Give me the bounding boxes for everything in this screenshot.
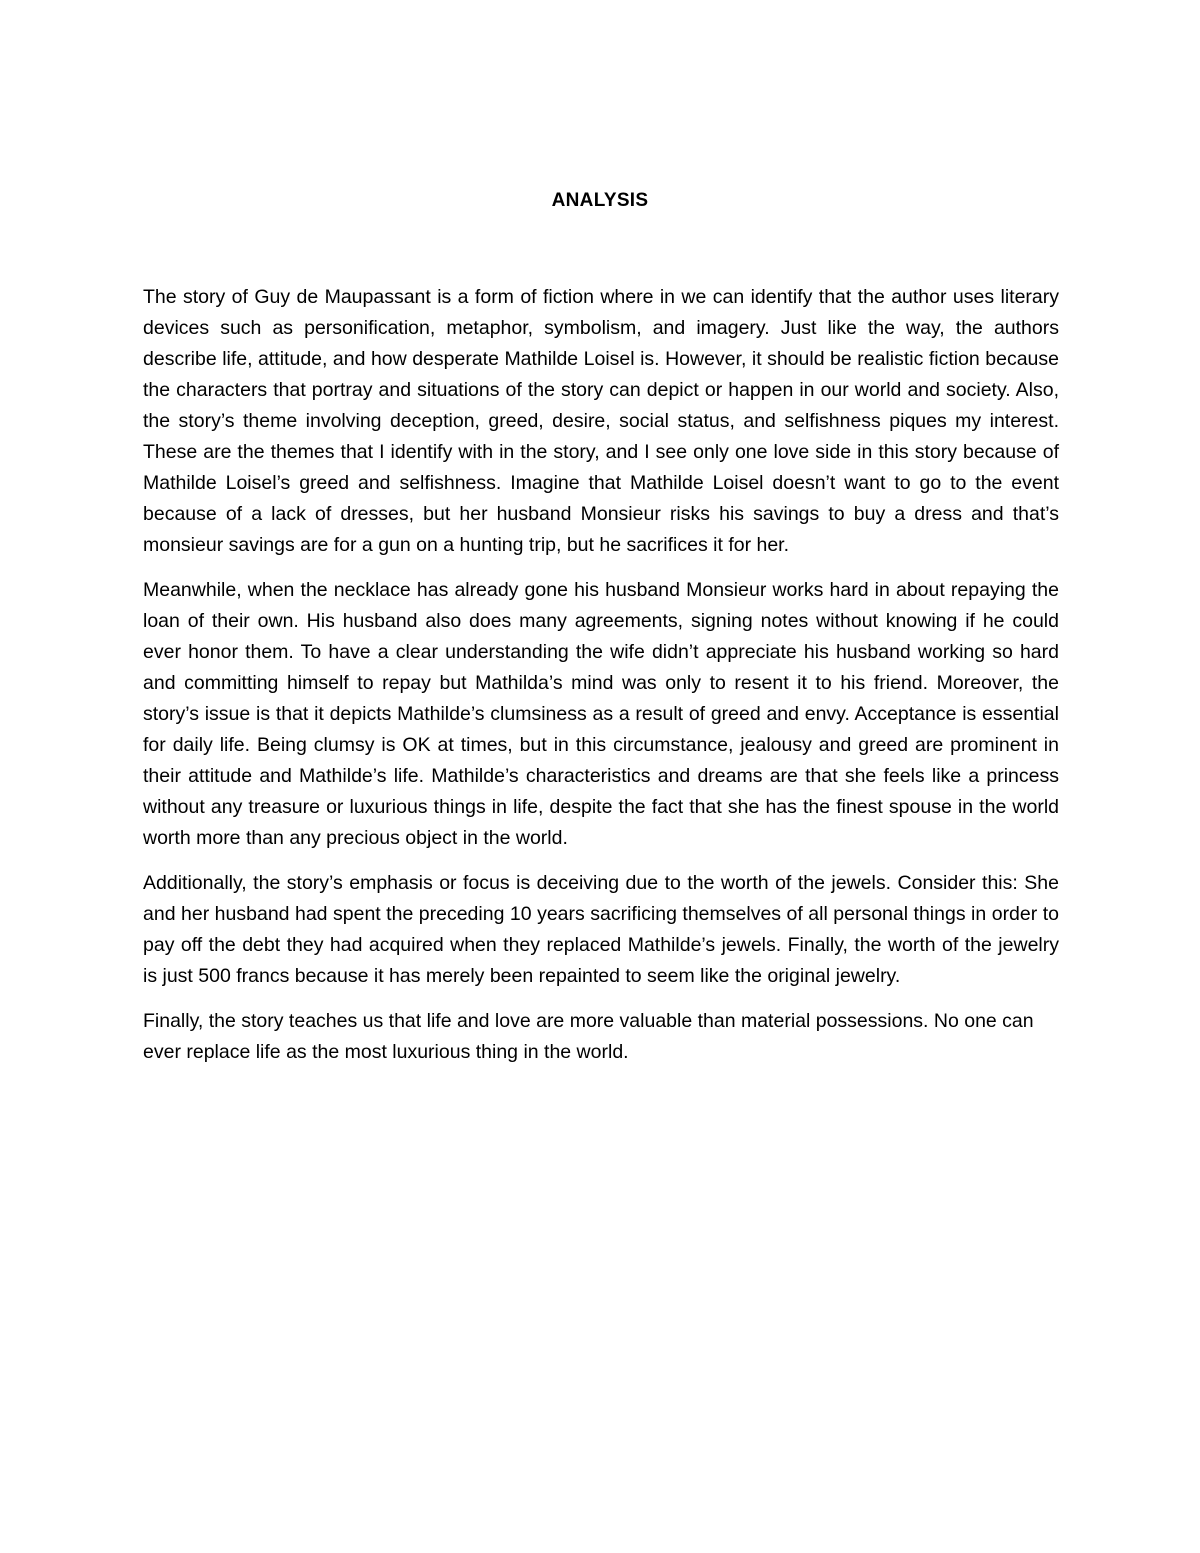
- paragraph-3: Additionally, the story’s emphasis or focus is deceiving due to the worth of the jewels. Consider this: She and her husband had spent the preceding 10 years sacrificing themselves of all personal things in order to pay off the debt they had acquired when they replaced Mathilde’s jewels. Finally, the worth of the jewelry is just 500 francs because it has merely been repainted to seem like the original jewelry.: [143, 872, 1059, 987]
- document-title: ANALYSIS: [551, 190, 649, 211]
- paragraph-2: Meanwhile, when the necklace has already gone his husband Monsieur works hard in about repaying the loan of their own. His husband also does many agreements, signing notes without knowing if he could ever honor them. To have a clear understanding the wife didn’t appreciate his husband working so hard and committing himself to repay but Mathilda’s mind was only to resent it to his friend. Moreover, the story’s issue is that it depicts Mathilde’s clumsiness as a result of greed and envy. Acceptance is essential for daily life. Being clumsy is OK at times, but in this circumstance, jealousy and greed are prominent in their attitude and Mathilde’s life. Mathilde’s characteristics and dreams are that she feels like a princess without any treasure or luxurious things in life, despite the fact that she has the finest spouse in the world worth more than any precious object in the world.: [143, 579, 1059, 849]
- document-body: [143, 282, 1059, 1082]
- paragraph-1: The story of Guy de Maupassant is a form of fiction where in we can identify that the author uses literary devices such as personification, metaphor, symbolism, and imagery. Just like the way, the authors describe life, attitude, and how desperate Mathilde Loisel is. However, it should be realistic fiction because the characters that portray and situations of the story can depict or happen in our world and society. Also, the story’s theme involving deception, greed, desire, social status, and selfishness piques my interest. These are the themes that I identify with in the story, and I see only one love side in this story because of Mathilde Loisel’s greed and selfishness. Imagine that Mathilde Loisel doesn’t want to go to the event because of a lack of dresses, but her husband Monsieur risks his savings to buy a dress and that’s monsieur savings are for a gun on a hunting trip, but he sacrifices it for her.: [143, 286, 1059, 556]
- paragraph-4: Finally, the story teaches us that life and love are more valuable than material possessions. No one can ever replace life as the most luxurious thing in the world.: [143, 1010, 1034, 1063]
